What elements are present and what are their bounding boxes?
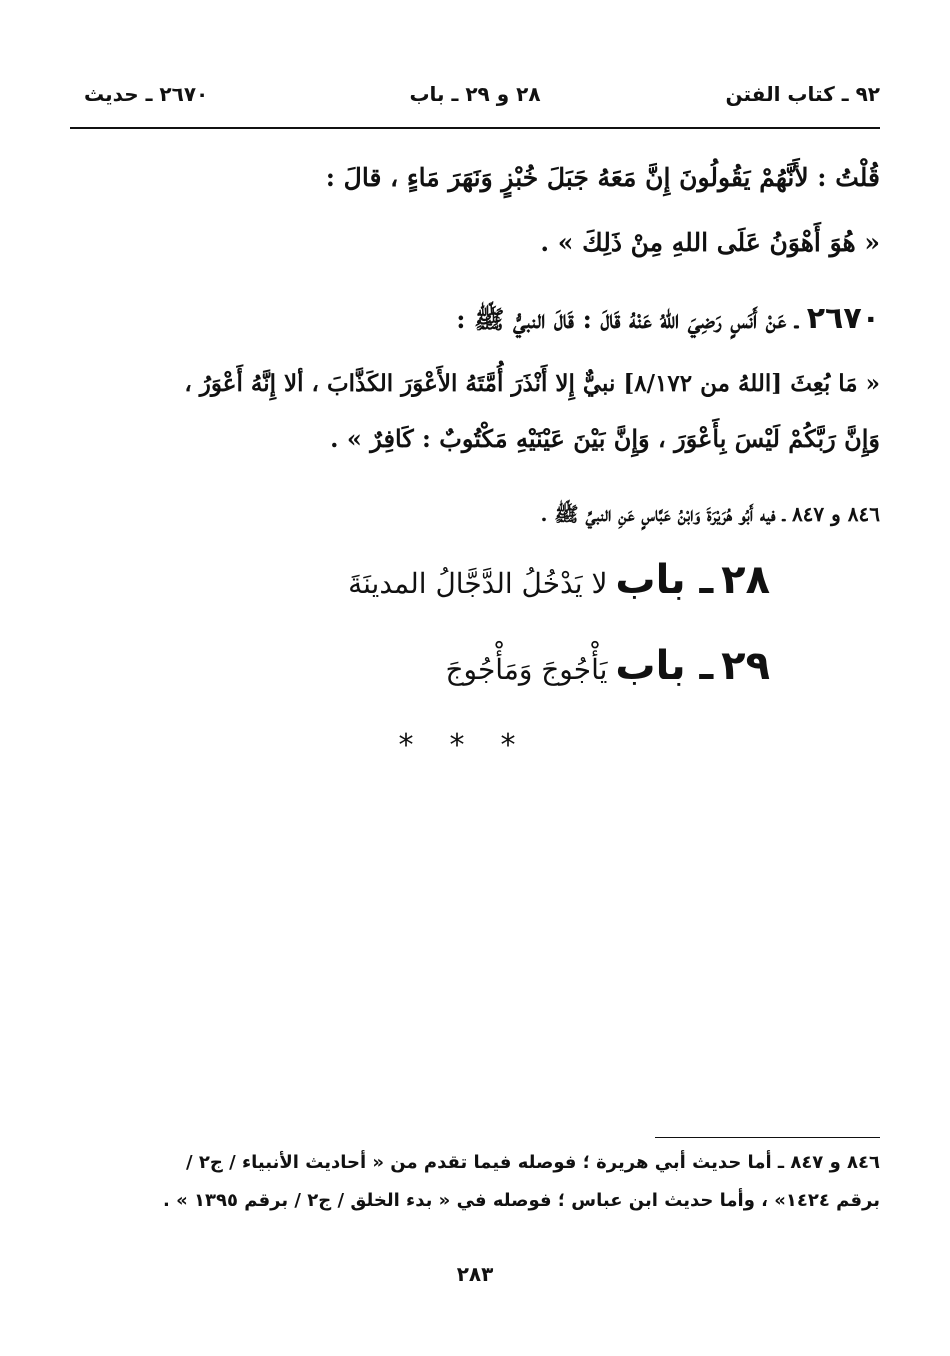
hadith-intro: ـ عَنْ أَنَسٍ رَضِيَ اللهُ عَنْهُ قَالَ : قَالَ النبيُّ ﷺ : [456, 305, 799, 334]
footnote-line-2: برقم ١٤٢٤» ، وأما حديث ابن عباس ؛ فوصله في « بدء الخلق / ج٢ / برقم ١٣٩٥ » . [163, 1190, 880, 1211]
footnote-divider [655, 1137, 880, 1138]
running-header [70, 82, 880, 122]
hadith-heading [70, 298, 880, 340]
page-number: ٢٨٣ [456, 1262, 494, 1286]
chapter-title: يَأْجُوجَ وَمَأْجُوجَ [445, 653, 608, 686]
body-line-2: « هُوَ أَهْوَنُ عَلَى اللهِ مِنْ ذَلِكَ » . [540, 228, 880, 257]
chapter-word: ـ باب [615, 557, 714, 603]
chapter-heading-29 [70, 638, 770, 694]
cross-reference-note: ٨٤٦ و ٨٤٧ ـ فيه أَبُو هُرَيْرَةَ وَابْنُ عَبَّاسٍ عَنِ النبيِّ ﷺ . [540, 502, 880, 526]
hadith-text-line-2: وَإِنَّ رَبَّكُمْ لَيْسَ بِأَعْوَرَ ، وَإِنَّ بَيْنَ عَيْنَيْهِ مَكْتُوبٌ : كَافِرٌ » . [330, 424, 880, 453]
hadith-text-line-1: « مَا بُعِثَ [اللهُ من ٨/١٧٢] نبيٌّ إِلا أَنْذَرَ أُمَّتَهُ الأَعْوَرَ الكَذَّابَ ، ألا إِنَّهُ أَعْوَرُ ، [184, 370, 880, 397]
header-book-title: ٩٢ ـ كتاب الفتن [725, 82, 880, 106]
header-chapter: ٢٨ و ٢٩ ـ باب [409, 82, 541, 106]
chapter-word: ـ باب [615, 643, 714, 689]
hadith-number: ٢٦٧٠ [806, 301, 880, 336]
section-separator: *** [398, 728, 552, 763]
body-line-1: قُلْتُ : لأَنَّهُمْ يَقُولُونَ إِنَّ مَعَهُ جَبَلَ خُبْزٍ وَنَهَرَ مَاءٍ ، قالَ : [325, 163, 880, 192]
footnote-line-1: ٨٤٦ و ٨٤٧ ـ أما حديث أبي هريرة ؛ فوصله فيما تقدم من « أحاديث الأنبياء / ج٢ / [186, 1152, 880, 1173]
chapter-title: لا يَدْخُلُ الدَّجَّالُ المدينَةَ [348, 567, 608, 600]
chapter-heading-28 [70, 552, 770, 608]
header-divider [70, 127, 880, 129]
chapter-number: ٢٨ [721, 557, 770, 603]
chapter-number: ٢٩ [721, 643, 770, 689]
header-hadith-number: ٢٦٧٠ ـ حديث [84, 82, 209, 106]
